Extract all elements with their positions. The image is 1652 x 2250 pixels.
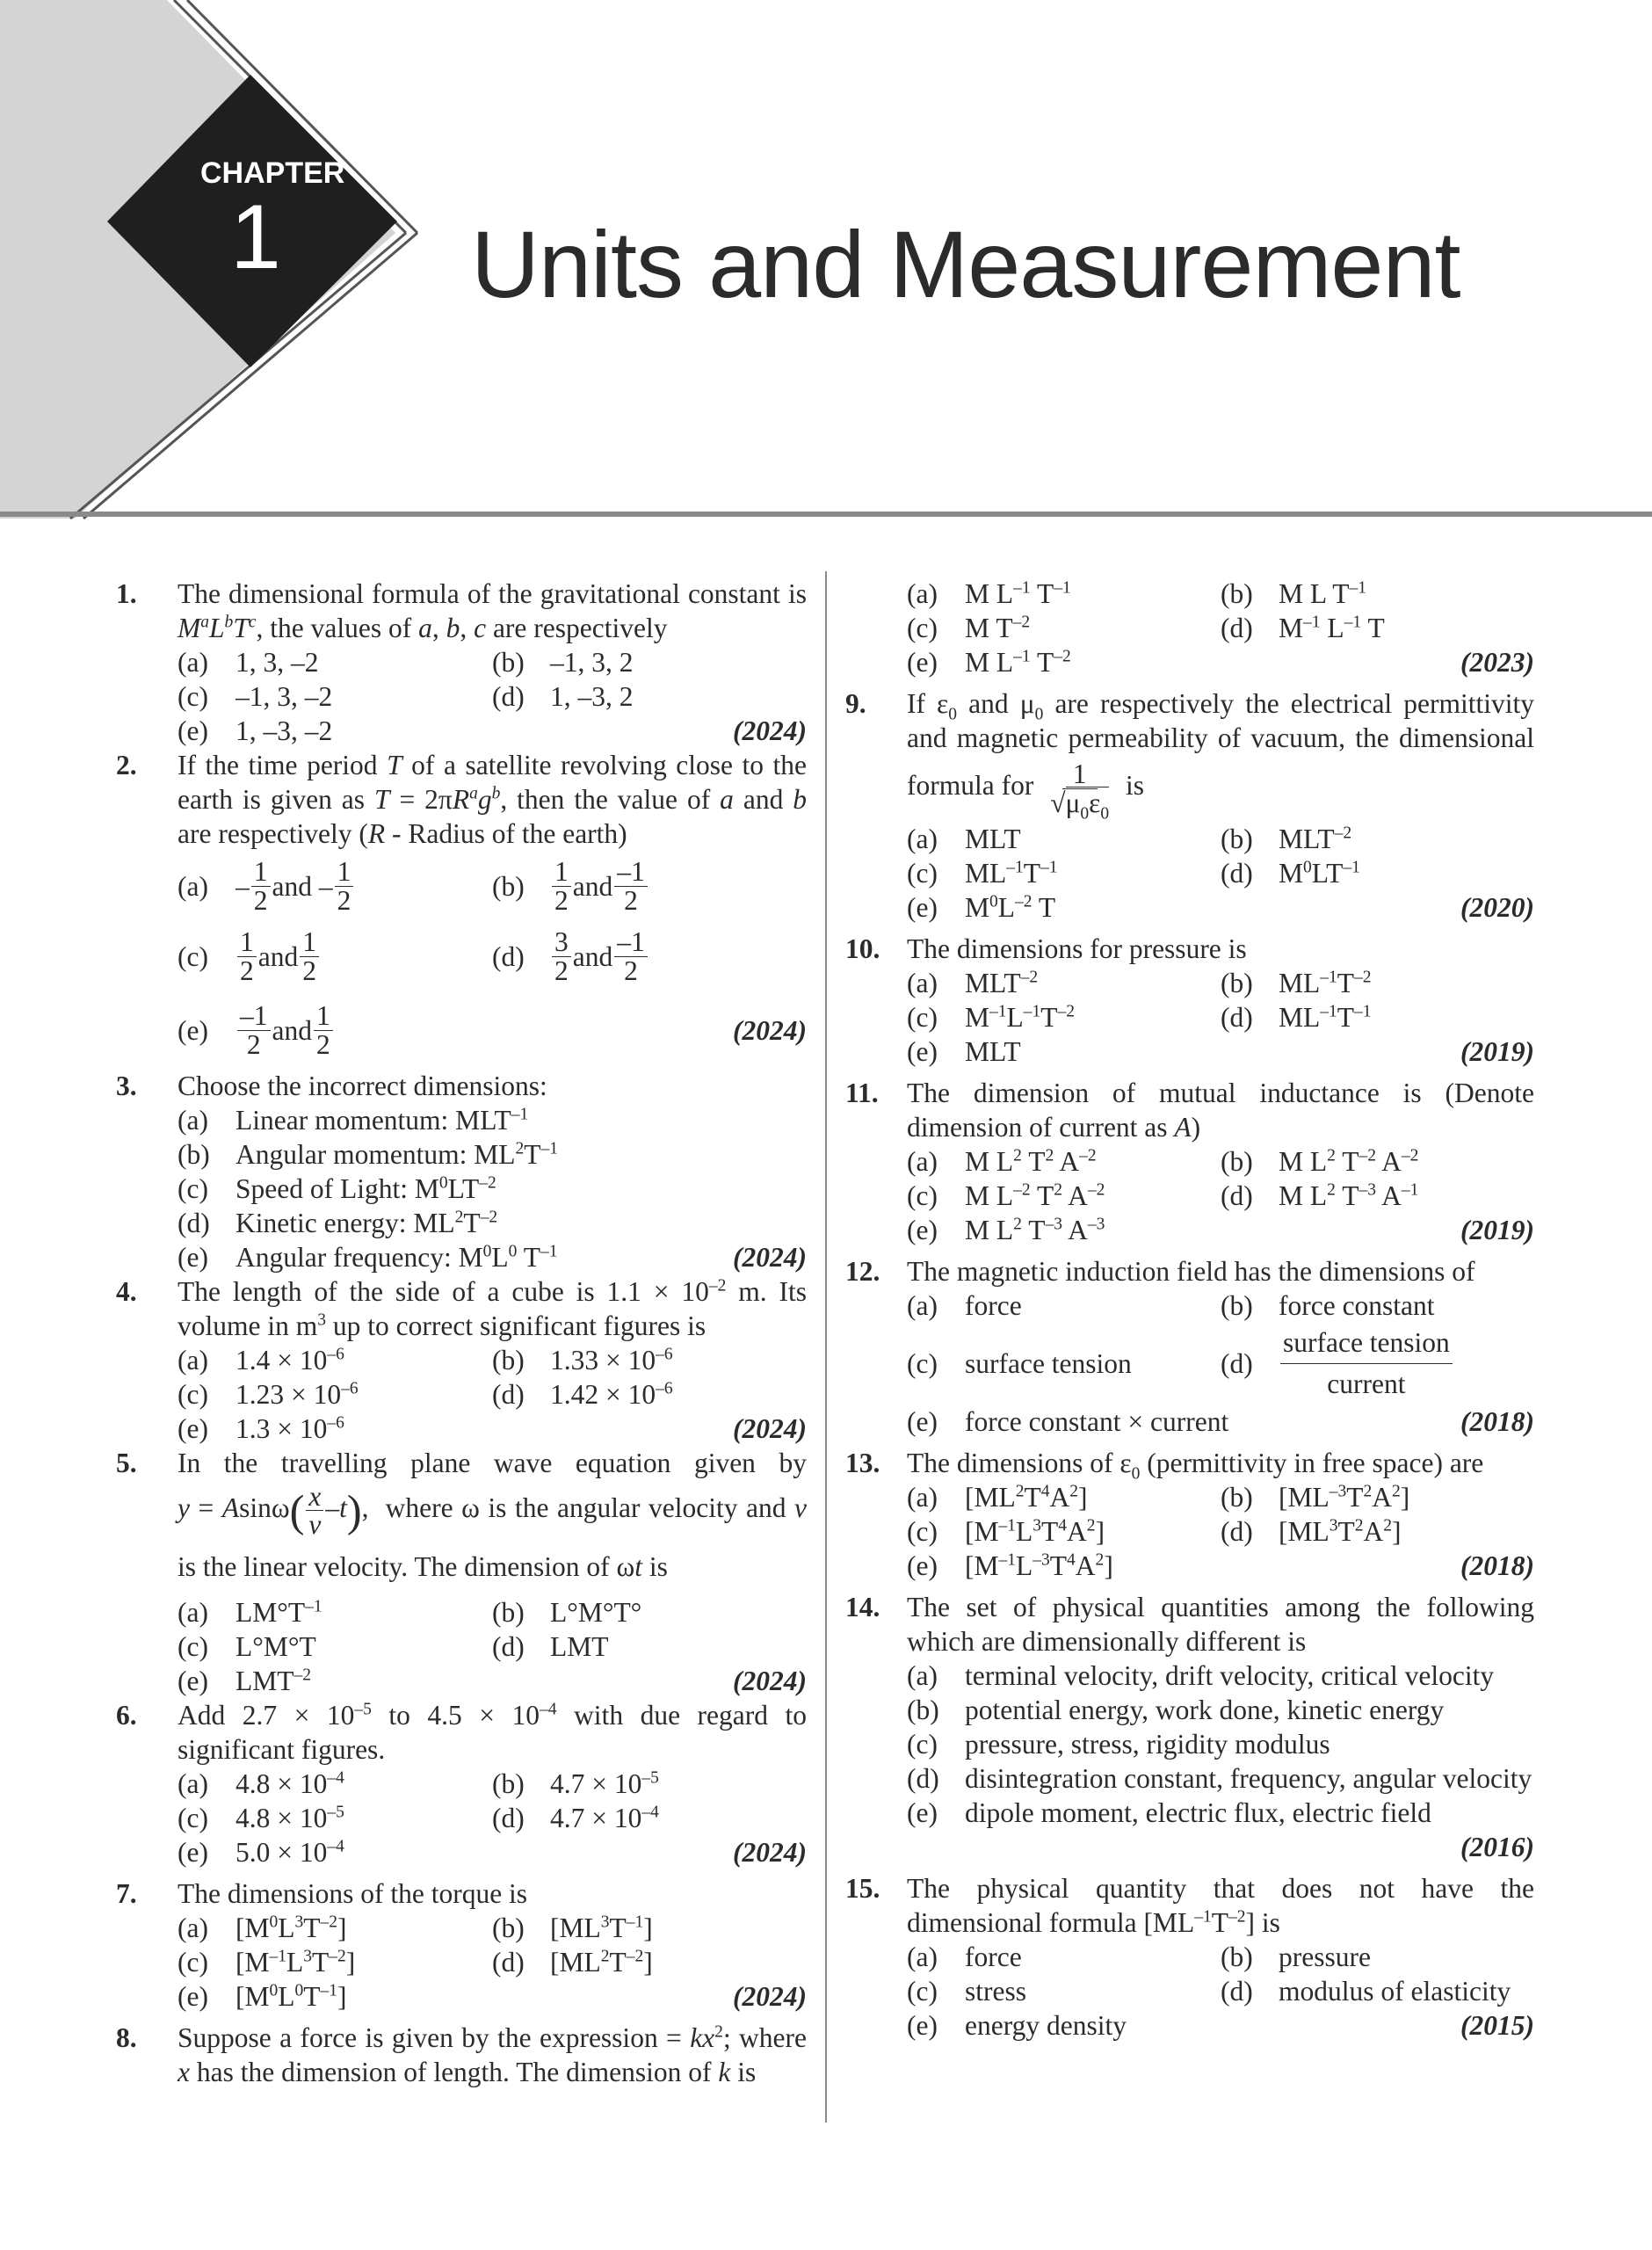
- option-d[interactable]: (d) $[ML^3T^2A^2]$: [1221, 1516, 1402, 1547]
- options: [178, 645, 807, 714]
- option-b[interactable]: (b) pressure: [1221, 1942, 1371, 1972]
- option-b[interactable]: (b) $ML^{-1}T^{-2}$: [1221, 968, 1372, 998]
- option-b[interactable]: (b) force constant: [1221, 1290, 1435, 1321]
- option-c[interactable]: (c) $M^{-1}L^{-1}T^{-2}$: [907, 1002, 1076, 1033]
- year-tag: (2024): [733, 1014, 807, 1046]
- option-e[interactable]: (e) $[M^{-1}L^{-3}T^4A^2]$: [907, 1550, 1113, 1581]
- option-a[interactable]: (a) $1.4 \times 10^{-6}$: [178, 1345, 344, 1375]
- option-e[interactable]: (e) MLT: [907, 1036, 1021, 1067]
- option-d[interactable]: (d) $4.7 \times 10^{-4}$: [492, 1802, 659, 1833]
- question-11: [845, 1076, 1534, 1247]
- option-c[interactable]: (c) $ML^{-1}T^{-1}$: [907, 858, 1058, 889]
- option-e[interactable]: (e) $1.3 \times 10^{-6}$: [178, 1413, 344, 1444]
- question-number: 13.: [845, 1448, 880, 1478]
- question-number: 8.: [116, 2021, 137, 2053]
- options: [907, 1658, 1534, 1830]
- question-number: 4.: [116, 1276, 137, 1307]
- option-a[interactable]: (a) MLT: [907, 824, 1021, 854]
- option-d[interactable]: (d) $M^0LT^{-1}$: [1221, 858, 1360, 889]
- year-tag: (2016): [1460, 1832, 1534, 1862]
- year-tag: (2024): [733, 1413, 807, 1444]
- option-b[interactable]: (b) $\frac{1}{2}$ and $\frac{-1}{2}$: [492, 851, 807, 921]
- option-e[interactable]: (e) force constant × current: [907, 1406, 1229, 1437]
- options: [178, 851, 807, 991]
- option-b[interactable]: (b) $[ML^{-3}T^2A^2]$: [1221, 1482, 1410, 1513]
- option-c[interactable]: (c) $[M^{-1}L^3T^{-2}]$: [178, 1946, 356, 1978]
- page-title: Units and Measurement: [471, 211, 1460, 317]
- options: [907, 1144, 1534, 1213]
- option-c[interactable]: (c) Speed of Light: $M^0LT^{-2}$: [178, 1173, 496, 1204]
- question-number: 14.: [845, 1592, 880, 1622]
- question-4: [116, 1274, 807, 1446]
- option-d[interactable]: (d) $[ML^2T^{-2}]$: [492, 1946, 653, 1978]
- option-a[interactable]: (a) terminal velocity, drift velocity, critical velocity: [907, 1660, 1495, 1691]
- question-stem: The dimension of mutual inductance is (Denote dimension of current as A): [907, 1078, 1534, 1143]
- year-tag: (2019): [1460, 1036, 1534, 1067]
- option-c[interactable]: (c) $1.23 \times 10^{-6}$: [178, 1379, 359, 1410]
- column-divider: [825, 571, 827, 2123]
- question-6: [116, 1698, 807, 1869]
- question-stem: The dimensions for pressure is: [907, 933, 1247, 964]
- option-c[interactable]: (c) $\frac{1}{2}$ and $\frac{1}{2}$: [178, 921, 492, 991]
- options: [907, 1480, 1534, 1549]
- option-d[interactable]: (d) Kinetic energy: $ML^2T^{-2}$: [178, 1208, 498, 1238]
- option-a[interactable]: (a) $[ML^2T^4A^2]$: [907, 1482, 1088, 1513]
- question-number: 7.: [116, 1877, 137, 1909]
- question-stem: In the travelling plane wave equation given by: [178, 1448, 807, 1478]
- year-tag: (2015): [1460, 2010, 1534, 2041]
- question-stem: The length of the side of a cube is $1.1 \times 10^{-2}$ m. Its volume in $m^3$ up to correct significant figures is: [178, 1276, 807, 1341]
- option-b[interactable]: (b) $1.33 \times 10^{-6}$: [492, 1345, 673, 1375]
- option-b[interactable]: (b) M L $T^{-1}$: [1221, 578, 1367, 609]
- option-d[interactable]: (d) 1, –3, 2: [492, 681, 634, 712]
- question-stem: Choose the incorrect dimensions:: [178, 1071, 547, 1101]
- year-tag: (2019): [1460, 1215, 1534, 1245]
- option-c[interactable]: (c) –1, 3, –2: [178, 681, 333, 712]
- option-e[interactable]: (e) M $L^2$ $T^{-3}$ $A^{-3}$: [907, 1215, 1105, 1245]
- option-a[interactable]: (a) $4.8 \times 10^{-4}$: [178, 1767, 344, 1799]
- option-d[interactable]: (d) $1.42 \times 10^{-6}$: [492, 1379, 673, 1410]
- year-tag: (2024): [733, 1836, 807, 1868]
- option-a[interactable]: (a) M $L^{-1}$ $T^{-1}$: [907, 578, 1071, 609]
- option-c[interactable]: (c) $4.8 \times 10^{-5}$: [178, 1802, 344, 1833]
- option-b[interactable]: (b) M $L^2$ $T^{-2}$ $A^{-2}$: [1221, 1146, 1419, 1177]
- option-a[interactable]: (a) – $\frac{1}{2}$ and – $\frac{1}{2}$: [178, 851, 492, 921]
- question-3: [116, 1069, 807, 1274]
- option-d[interactable]: (d) $\frac{3}{2}$ and $\frac{-1}{2}$: [492, 921, 807, 991]
- option-d[interactable]: (d) M $L^2$ $T^{-3}$ $A^{-1}$: [1221, 1180, 1419, 1211]
- options: [907, 966, 1534, 1034]
- options: [907, 577, 1534, 645]
- option-a[interactable]: (a) Linear momentum: $MLT^{-1}$: [178, 1105, 529, 1136]
- options: [178, 1343, 807, 1412]
- options: [907, 1940, 1534, 2008]
- option-d[interactable]: (d) $\frac{\text{surface tension}}{\text{current}}$: [1221, 1323, 1534, 1404]
- question-8: [116, 2021, 807, 2089]
- option-c[interactable]: (c) M $T^{-2}$: [907, 613, 1031, 643]
- year-tag: (2024): [733, 1665, 807, 1696]
- option-e[interactable]: (e) $\frac{-1}{2}$ and $\frac{1}{2}$: [178, 1002, 492, 1058]
- question-number: 6.: [116, 1699, 137, 1731]
- option-a[interactable]: (a) $MLT^{-2}$: [907, 968, 1039, 998]
- options: [907, 1288, 1534, 1404]
- question-stem: Add $2.7 \times 10^{-5}$ to $4.5 \times 10^{-4}$ with due regard to significant figures.: [178, 1699, 807, 1765]
- option-e[interactable]: (e) $5.0 \times 10^{-4}$: [178, 1836, 344, 1868]
- question-stem: If the time period T of a satellite revolving close to the earth is given as $T = 2\pi R^ag^b$, then the value of a and b are respectively (R - Radius of the earth): [178, 750, 808, 849]
- question-stem: If $\varepsilon_0$ and $\mu_0$ are respectively the electrical permittivity and magnetic permeability of vacuum, the dimensional formula for $\frac{1}{√\mu_0\varepsilon_0}$ is: [907, 688, 1534, 823]
- chapter-number: 1: [230, 186, 281, 288]
- year-tag: (2024): [733, 1980, 807, 2012]
- question-stem: The dimensional formula of the gravitational constant is $M^aL^bT^c$, the values of a, b, c are respectively: [178, 578, 807, 643]
- option-c[interactable]: (c) surface tension: [907, 1348, 1132, 1379]
- option-e[interactable]: (e) M $L^{-1}$ $T^{-2}$: [907, 647, 1071, 678]
- left-column: [116, 577, 807, 2089]
- option-d[interactable]: (d) disintegration constant, frequency, angular velocity: [907, 1763, 1532, 1794]
- option-e[interactable]: (e) Angular frequency: $M^0L^0$ $T^{-1}$: [178, 1242, 558, 1273]
- options: [907, 822, 1534, 890]
- option-e[interactable]: (e) dipole moment, electric flux, electric field: [907, 1797, 1431, 1828]
- option-d[interactable]: (d) $ML^{-1}T^{-1}$: [1221, 1002, 1372, 1033]
- question-stem: The physical quantity that does not have the dimensional formula $[ML^{-1}T^{-2}]$ is: [907, 1873, 1534, 1938]
- question-8-options: [845, 577, 1534, 679]
- option-b[interactable]: (b) –1, 3, 2: [492, 647, 634, 678]
- option-b[interactable]: (b) Angular momentum: $ML^2T^{-1}$: [178, 1139, 558, 1170]
- question-12: [845, 1254, 1534, 1439]
- option-d[interactable]: (d) LMT: [492, 1630, 609, 1662]
- question-number: 2.: [116, 750, 137, 780]
- chapter-label: CHAPTER: [200, 156, 345, 190]
- question-number: 1.: [116, 578, 137, 609]
- option-b[interactable]: (b) $MLT^{-2}$: [1221, 824, 1352, 854]
- option-c[interactable]: (c) stress: [907, 1976, 1026, 2007]
- question-number: 5.: [116, 1448, 137, 1478]
- option-b[interactable]: (b) potential energy, work done, kinetic energy: [907, 1695, 1445, 1725]
- option-b[interactable]: (b) $[ML^3T^{-1}]$: [492, 1912, 653, 1943]
- right-column: [845, 577, 1534, 2043]
- year-tag: (2024): [733, 715, 807, 746]
- option-e[interactable]: (e) $[M^0L^0T^{-1}]$: [178, 1980, 347, 2012]
- options: [178, 1911, 807, 1979]
- option-c[interactable]: (c) L°M°T: [178, 1630, 316, 1662]
- year-tag: (2023): [1460, 647, 1534, 678]
- options: [178, 1767, 807, 1835]
- question-5: [116, 1446, 807, 1698]
- option-a[interactable]: (a) force: [907, 1942, 1022, 1972]
- options: [178, 1103, 807, 1240]
- option-b[interactable]: (b) $4.7 \times 10^{-5}$: [492, 1767, 659, 1799]
- option-e[interactable]: (e) energy density: [907, 2010, 1127, 2041]
- option-a[interactable]: (a) $[M^0L^3T^{-2}]$: [178, 1912, 347, 1943]
- question-stem: Suppose a force is given by the expression = $kx^2$; where x has the dimension of length. The dimension of k is: [178, 2021, 808, 2087]
- option-a[interactable]: (a) 1, 3, –2: [178, 647, 319, 678]
- question-15: [845, 1871, 1534, 2043]
- options: [178, 1595, 807, 1664]
- option-b[interactable]: (b) L°M°T°: [492, 1596, 642, 1628]
- question-number: 15.: [845, 1873, 880, 1904]
- option-d[interactable]: (d) $M^{-1}$ $L^{-1}$ T: [1221, 613, 1385, 643]
- question-stem: The dimensions of the torque is: [178, 1877, 528, 1909]
- question-stem: y = Asinω( $\frac{x}{v}$ –t), where ω is the angular velocity and v is the linear velocity. The dimension of ωt is: [178, 1480, 807, 1582]
- option-e[interactable]: (e) 1, –3, –2: [178, 715, 333, 746]
- option-c[interactable]: (c) $[M^{-1}L^3T^4A^2]$: [907, 1516, 1105, 1547]
- question-number: 11.: [845, 1078, 879, 1108]
- option-a[interactable]: (a) M $L^2$ $T^2$ $A^{-2}$: [907, 1146, 1097, 1177]
- option-a[interactable]: (a) $LM^\circ T^{-1}$: [178, 1596, 322, 1628]
- question-1: [116, 577, 807, 748]
- header-rule: [0, 512, 1652, 517]
- question-stem: The magnetic induction field has the dimensions of: [907, 1256, 1475, 1287]
- question-10: [845, 932, 1534, 1069]
- question-number: 3.: [116, 1071, 137, 1101]
- question-number: 9.: [845, 688, 866, 719]
- year-tag: (2020): [1460, 892, 1534, 923]
- question-2: [116, 748, 807, 1069]
- question-13: [845, 1446, 1534, 1583]
- question-9: [845, 686, 1534, 925]
- option-c[interactable]: (c) M $L^{-2}$ $T^2$ $A^{-2}$: [907, 1180, 1105, 1211]
- question-number: 12.: [845, 1256, 880, 1287]
- question-14: [845, 1590, 1534, 1864]
- option-e[interactable]: (e) $LMT^{-2}$: [178, 1665, 312, 1696]
- year-tag: (2018): [1460, 1406, 1534, 1437]
- option-d[interactable]: (d) modulus of elasticity: [1221, 1976, 1511, 2007]
- year-tag: (2018): [1460, 1550, 1534, 1581]
- question-stem: The dimensions of $\varepsilon_0$ (permittivity in free space) are: [907, 1448, 1484, 1484]
- option-e[interactable]: (e) $M^0L^{-2}$ T: [907, 892, 1056, 923]
- question-7: [116, 1876, 807, 2014]
- option-c[interactable]: (c) pressure, stress, rigidity modulus: [907, 1729, 1330, 1760]
- question-number: 10.: [845, 933, 880, 964]
- year-tag: (2024): [733, 1242, 807, 1273]
- question-stem: The set of physical quantities among the following which are dimensionally different is: [907, 1592, 1534, 1657]
- option-a[interactable]: (a) force: [907, 1290, 1022, 1321]
